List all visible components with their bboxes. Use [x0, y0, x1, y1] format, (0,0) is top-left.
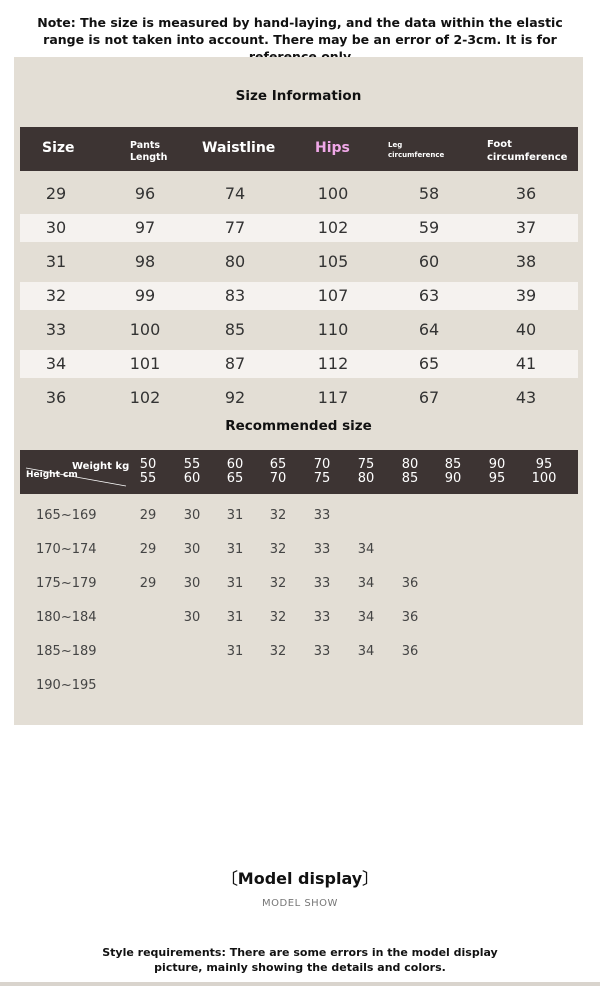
weight-min: 60: [226, 457, 244, 472]
height-range: 190~195: [36, 678, 97, 693]
recommended-size-cell: 34: [357, 610, 375, 625]
size-row: [20, 180, 578, 208]
size-cell: 41: [515, 354, 537, 373]
recommended-size-cell: 33: [313, 610, 331, 625]
height-cm-label: Height cm: [26, 470, 78, 480]
size-cell: 36: [515, 184, 537, 203]
size-cell: 36: [45, 388, 67, 407]
weight-max: 60: [183, 471, 201, 486]
size-cell: 64: [418, 320, 440, 339]
weight-min: 75: [357, 457, 375, 472]
header-size: Size: [42, 140, 75, 156]
size-cell: 32: [45, 286, 67, 305]
size-cell: 83: [224, 286, 246, 305]
height-range: 180~184: [36, 610, 97, 625]
size-cell: 98: [134, 252, 156, 271]
weight-kg-label: Weight kg: [72, 461, 130, 472]
weight-range: [128, 458, 168, 486]
recommended-size-cell: 34: [357, 644, 375, 659]
recommended-size-cell: 34: [357, 576, 375, 591]
recommended-size-cell: 33: [313, 644, 331, 659]
recommended-size-cell: 29: [139, 576, 157, 591]
size-cell: 102: [317, 218, 349, 237]
recommended-size-cell: 33: [313, 508, 331, 523]
recommended-row: [14, 499, 583, 533]
recommended-size-cell: 32: [269, 508, 287, 523]
size-cell: 67: [418, 388, 440, 407]
weight-max: 70: [269, 471, 287, 486]
recommended-table-header: [20, 450, 578, 494]
recommended-size-cell: 31: [226, 542, 244, 557]
size-cell: 117: [317, 388, 349, 407]
height-range: 170~174: [36, 542, 97, 557]
style-requirements-text: Style requirements: There are some errors in the model display picture, mainly showing the details and colors.: [102, 946, 498, 974]
recommended-size-cell: 36: [401, 576, 419, 591]
recommended-size-cell: 36: [401, 644, 419, 659]
weight-range: [477, 458, 517, 486]
weight-min: 95: [535, 457, 553, 472]
size-cell: 107: [317, 286, 349, 305]
weight-min: 50: [139, 457, 157, 472]
recommended-size-cell: 32: [269, 644, 287, 659]
size-row: [20, 214, 578, 242]
size-cell: 30: [45, 218, 67, 237]
recommended-size-cell: 30: [183, 542, 201, 557]
size-cell: 58: [418, 184, 440, 203]
bottom-divider: [0, 982, 600, 986]
size-cell: 33: [45, 320, 67, 339]
weight-min: 70: [313, 457, 331, 472]
recommended-size-title: Recommended size: [225, 418, 372, 434]
size-row: [20, 384, 578, 412]
weight-max: 85: [401, 471, 419, 486]
size-cell: 38: [515, 252, 537, 271]
weight-range: [390, 458, 430, 486]
size-note: Note: The size is measured by hand-laying, and the data within the elastic range is not taken into account. There may be an error of 2-3cm. It is for: [37, 15, 563, 47]
weight-min: 65: [269, 457, 287, 472]
weight-max: 90: [444, 471, 462, 486]
size-row: [20, 350, 578, 378]
size-cell: 97: [134, 218, 156, 237]
recommended-row: [14, 601, 583, 635]
weight-max: 75: [313, 471, 331, 486]
weight-range: [524, 458, 564, 486]
weight-range: [215, 458, 255, 486]
size-cell: 65: [418, 354, 440, 373]
recommended-size-cell: 32: [269, 610, 287, 625]
size-panel: [14, 57, 583, 725]
size-information-title: Size Information: [235, 88, 362, 104]
size-row: [20, 282, 578, 310]
size-cell: 100: [129, 320, 161, 339]
size-cell: 77: [224, 218, 246, 237]
size-cell: 85: [224, 320, 246, 339]
model-display-title: 〔Model display〕: [221, 869, 379, 888]
recommended-size-cell: 29: [139, 542, 157, 557]
size-table-header: [20, 127, 578, 171]
header-pants-length: Pants Length: [130, 140, 168, 163]
recommended-size-cell: 29: [139, 508, 157, 523]
recommended-row: [14, 669, 583, 703]
size-cell: 34: [45, 354, 67, 373]
size-cell: 105: [317, 252, 349, 271]
weight-min: 90: [488, 457, 506, 472]
size-cell: 39: [515, 286, 537, 305]
size-cell: 40: [515, 320, 537, 339]
size-cell: 99: [134, 286, 156, 305]
recommended-size-cell: 32: [269, 542, 287, 557]
size-cell: 110: [317, 320, 349, 339]
weight-max: 55: [139, 471, 157, 486]
size-row: [20, 316, 578, 344]
weight-min: 55: [183, 457, 201, 472]
recommended-row: [14, 567, 583, 601]
recommended-size-cell: 31: [226, 576, 244, 591]
weight-min: 85: [444, 457, 462, 472]
size-cell: 60: [418, 252, 440, 271]
size-cell: 96: [134, 184, 156, 203]
size-cell: 92: [224, 388, 246, 407]
recommended-size-cell: 33: [313, 542, 331, 557]
size-cell: 102: [129, 388, 161, 407]
height-range: 175~179: [36, 576, 97, 591]
recommended-size-cell: 30: [183, 508, 201, 523]
model-show-subtitle: MODEL SHOW: [262, 898, 338, 909]
weight-max: 100: [531, 471, 557, 486]
size-cell: 112: [317, 354, 349, 373]
recommended-size-cell: 31: [226, 644, 244, 659]
header-leg-circumference: Leg circumference: [388, 141, 445, 159]
recommended-size-cell: 32: [269, 576, 287, 591]
size-cell: 29: [45, 184, 67, 203]
weight-max: 95: [488, 471, 506, 486]
recommended-row: [14, 533, 583, 567]
size-cell: 80: [224, 252, 246, 271]
header-hips: Hips: [315, 140, 350, 156]
recommended-size-cell: 31: [226, 610, 244, 625]
header-foot-circumference: Foot circumference: [487, 139, 568, 163]
weight-max: 65: [226, 471, 244, 486]
weight-range: [433, 458, 473, 486]
weight-min: 80: [401, 457, 419, 472]
size-cell: 74: [224, 184, 246, 203]
weight-max: 80: [357, 471, 375, 486]
recommended-size-cell: 30: [183, 610, 201, 625]
weight-range: [258, 458, 298, 486]
height-range: 165~169: [36, 508, 97, 523]
weight-range: [172, 458, 212, 486]
recommended-row: [14, 635, 583, 669]
header-waistline: Waistline: [202, 140, 276, 156]
size-cell: 101: [129, 354, 161, 373]
size-cell: 43: [515, 388, 537, 407]
size-cell: 31: [45, 252, 67, 271]
size-cell: 59: [418, 218, 440, 237]
weight-range: [302, 458, 342, 486]
recommended-size-cell: 30: [183, 576, 201, 591]
recommended-size-cell: 34: [357, 542, 375, 557]
size-cell: 63: [418, 286, 440, 305]
weight-range: [346, 458, 386, 486]
size-cell: 37: [515, 218, 537, 237]
recommended-size-cell: 36: [401, 610, 419, 625]
size-row: [20, 248, 578, 276]
height-range: 185~189: [36, 644, 97, 659]
recommended-size-cell: 31: [226, 508, 244, 523]
size-cell: 100: [317, 184, 349, 203]
size-cell: 87: [224, 354, 246, 373]
recommended-size-cell: 33: [313, 576, 331, 591]
